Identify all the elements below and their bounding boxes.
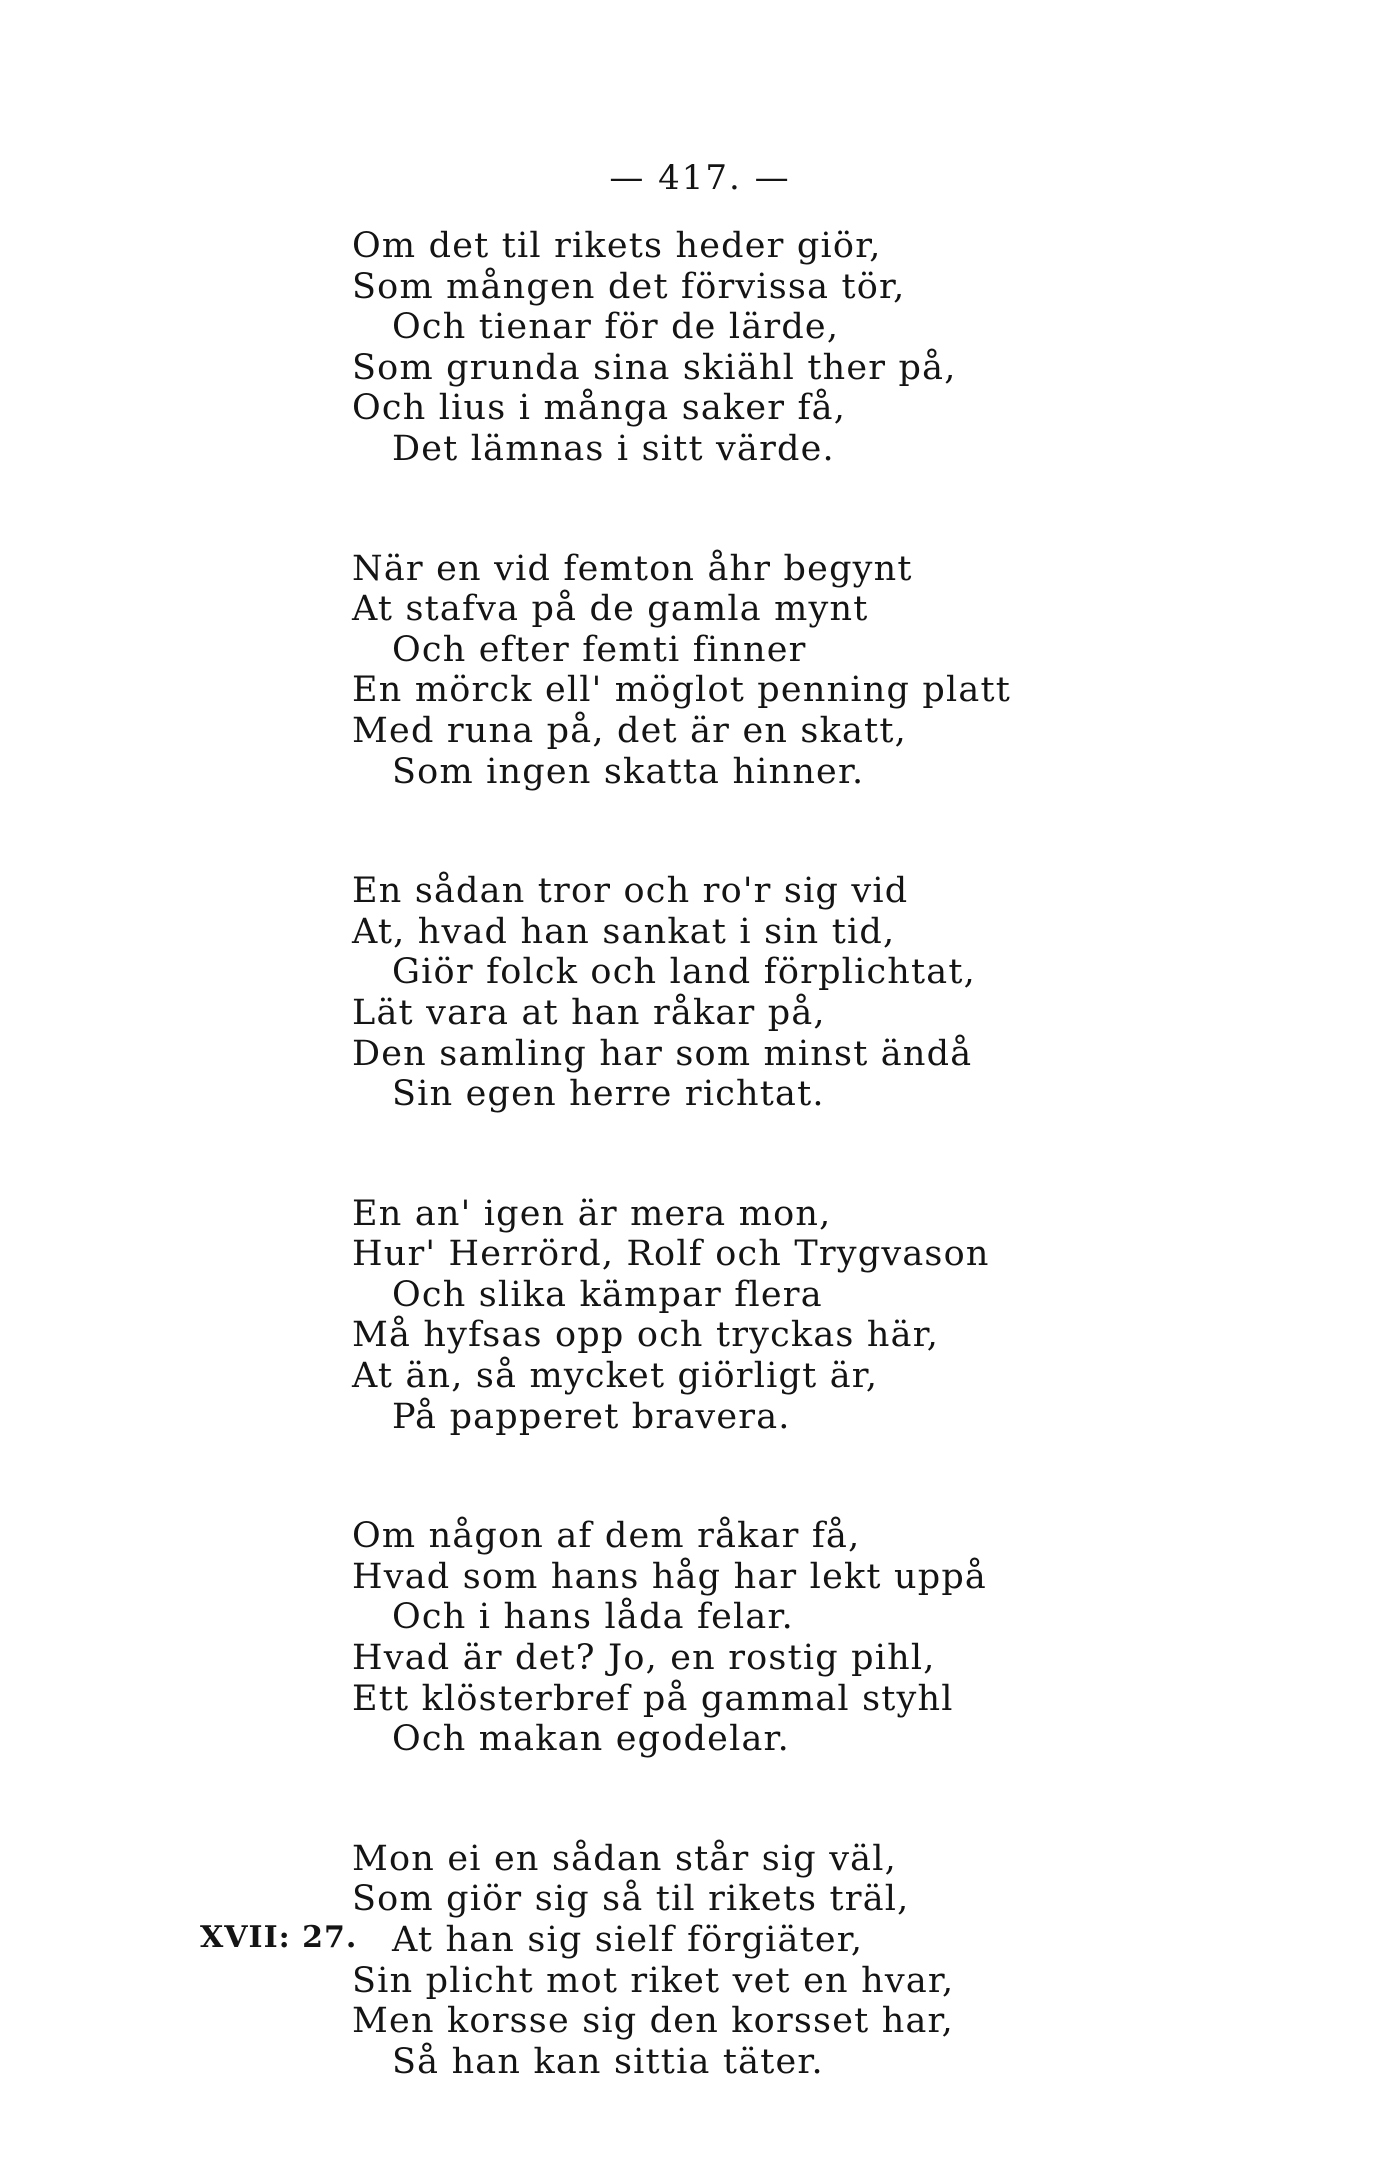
stanza bbox=[352, 1839, 1352, 2083]
poem-line: Den samling har som minst ändå bbox=[352, 1033, 973, 1074]
poem-line: Och i hans låda felar. bbox=[392, 1597, 794, 1638]
poem-line: När en vid femton åhr begynt bbox=[352, 548, 913, 589]
signature-mark: XVII: 27. bbox=[200, 1920, 358, 1955]
poem-line: En sådan tror och ro'r sig vid bbox=[352, 871, 909, 912]
poem-line: At stafva på de gamla mynt bbox=[352, 589, 869, 630]
stanza bbox=[352, 1194, 1352, 1438]
poem-line: Som ingen skatta hinner. bbox=[392, 751, 865, 792]
poem-line: På papperet bravera. bbox=[392, 1396, 791, 1437]
poem-line: Och slika kämpar flera bbox=[392, 1274, 823, 1315]
poem-line: Med runa på, det är en skatt, bbox=[352, 710, 907, 751]
poem-line: Lät vara at han råkar på, bbox=[352, 992, 826, 1033]
poem-line: Som giör sig så til rikets träl, bbox=[352, 1879, 910, 1920]
poem-line: Och tienar för de lärde, bbox=[392, 307, 840, 348]
poem-line: Hvad som hans håg har lekt uppå bbox=[352, 1556, 988, 1597]
poem-line: Det lämnas i sitt värde. bbox=[392, 428, 835, 469]
poem-line: Som grunda sina skiähl ther på, bbox=[352, 347, 957, 388]
poem-line: Hur' Herrörd, Rolf och Trygvason bbox=[352, 1234, 990, 1275]
poem-line: Hvad är det? Jo, en rostig pihl, bbox=[352, 1638, 936, 1679]
poem-line: Och lius i många saker få, bbox=[352, 388, 847, 429]
poem-line: En mörck ell' möglot penning platt bbox=[352, 670, 1011, 711]
poem-line: Sin egen herre richtat. bbox=[392, 1074, 825, 1115]
poem-line: Ett klösterbref på gammal styhl bbox=[352, 1678, 954, 1719]
stanza bbox=[352, 226, 1352, 470]
poem-line: At, hvad han sankat i sin tid, bbox=[352, 911, 896, 952]
poem-line: Som mången det förvissa tör, bbox=[352, 266, 906, 307]
poem-line: Och makan egodelar. bbox=[392, 1719, 790, 1760]
poem-line: Giör folck och land förplichtat, bbox=[392, 952, 976, 993]
stanza bbox=[352, 549, 1352, 793]
poem-line: Om någon af dem råkar få, bbox=[352, 1516, 861, 1557]
stanza bbox=[352, 871, 1352, 1115]
page-number: — 417. — bbox=[609, 158, 791, 198]
poem-line: Men korsse sig den korsset har, bbox=[352, 2001, 954, 2042]
poem-line: Mon ei en sådan står sig väl, bbox=[352, 1838, 897, 1879]
poem-line: Så han kan sittia täter. bbox=[392, 2041, 824, 2082]
stanza bbox=[352, 1516, 1352, 1760]
poem-line: At han sig sielf förgiäter, bbox=[392, 1920, 864, 1960]
poem-line: Må hyfsas opp och tryckas här, bbox=[352, 1315, 940, 1356]
poem-line: En an' igen är mera mon, bbox=[352, 1193, 832, 1234]
poem-line: Om det til rikets heder giör, bbox=[352, 226, 882, 266]
poem-line: At än, så mycket giörligt är, bbox=[352, 1356, 879, 1397]
poem-line: Och efter femti finner bbox=[392, 629, 807, 670]
poem-line: Sin plicht mot riket vet en hvar, bbox=[352, 1960, 955, 2001]
poem bbox=[352, 226, 1352, 2161]
